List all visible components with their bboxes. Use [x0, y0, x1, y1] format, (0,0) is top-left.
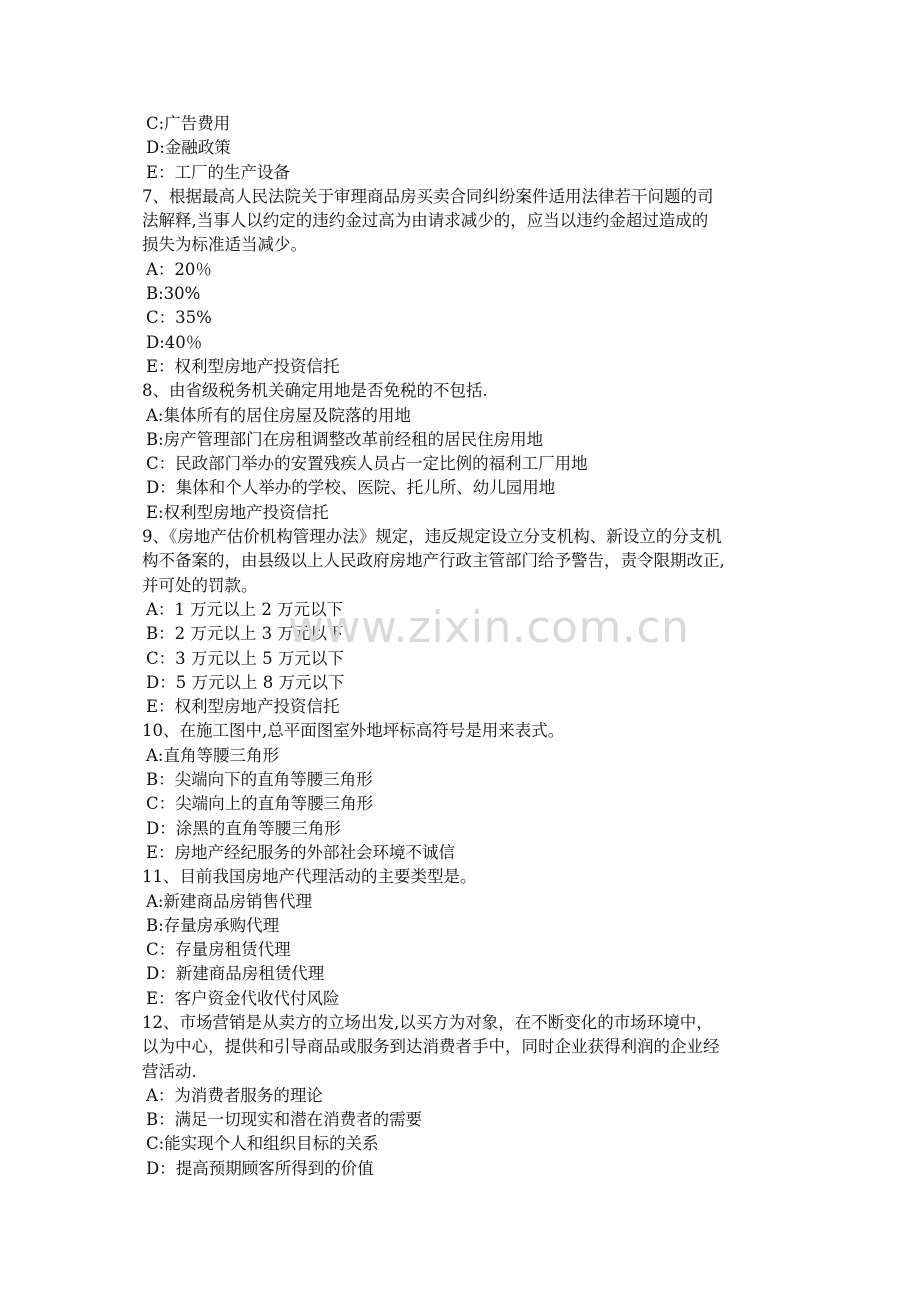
answer-option: C:能实现个人和组织目标的关系 — [146, 1134, 379, 1154]
answer-option: C:广告费用 — [146, 114, 231, 133]
question-text: 构不备案的，由县级以上人民政府房地产行政主管部门给予警告，责令限期改正, — [142, 551, 725, 571]
answer-option: D：提高预期顾客所得到的价值 — [146, 1158, 374, 1178]
question-text: 8、由省级税务机关确定用地是否免税的不包括. — [142, 381, 488, 401]
answer-option: E:权利型房地产投资信托 — [146, 502, 329, 522]
watermark: www.zixin.com.cn — [288, 602, 690, 653]
question-text: 7、根据最高人民法院关于审理商品房买卖合同纠纷案件适用法律若干问题的司 — [142, 186, 714, 206]
question-text: 12、市场营销是从卖方的立场出发,以买方为对象，在不断变化的市场环境中， — [142, 1012, 713, 1032]
question-text: 损失为标准适当减少。 — [142, 235, 307, 255]
question-text: 以为中心，提供和引导商品或服务到达消费者手中，同时企业获得利润的企业经 — [142, 1037, 720, 1057]
answer-option: B：满足一切现实和潜在消费者的需要 — [146, 1110, 423, 1130]
answer-option: E：工厂的生产设备 — [146, 162, 291, 182]
answer-option: E：客户资金代收代付风险 — [146, 988, 340, 1008]
question-text: 营活动. — [142, 1061, 197, 1081]
answer-option: B：2 万元以上 3 万元以下 — [146, 624, 344, 644]
answer-option: E：权利型房地产投资信托 — [146, 356, 340, 376]
question-text: 9、《房地产估价机构管理办法》规定，违反规定设立分支机构、新设立的分支机 — [142, 527, 722, 547]
answer-option: D：新建商品房租赁代理 — [146, 964, 325, 984]
answer-option: C：35% — [146, 308, 212, 328]
answer-option: B:房产管理部门在房租调整改革前经租的居民住房用地 — [146, 429, 544, 449]
answer-option: C：尖端向上的直角等腰三角形 — [146, 794, 374, 814]
answer-option: D:金融政策 — [146, 138, 231, 158]
answer-option: A：1 万元以上 2 万元以下 — [146, 599, 344, 619]
question-text: 并可处的罚款。 — [142, 575, 258, 595]
question-text: 10、在施工图中,总平面图室外地坪标高符号是用来表式。 — [142, 721, 565, 741]
answer-option: D:40％ — [146, 332, 203, 352]
answer-option: D：涂黑的直角等腰三角形 — [146, 818, 341, 838]
answer-option: B：尖端向下的直角等腰三角形 — [146, 770, 373, 790]
question-text: 11、目前我国房地产代理活动的主要类型是。 — [142, 867, 477, 887]
answer-option: D：5 万元以上 8 万元以下 — [146, 672, 345, 692]
answer-option: C：民政部门举办的安置残疾人员占一定比例的福利工厂用地 — [146, 454, 588, 474]
answer-option: E：权利型房地产投资信托 — [146, 697, 340, 717]
question-text: 法解释,当事人以约定的违约金过高为由请求减少的，应当以违约金超过造成的 — [142, 211, 709, 231]
answer-option: A：为消费者服务的理论 — [146, 1085, 323, 1105]
answer-option: A:集体所有的居住房屋及院落的用地 — [146, 405, 411, 425]
answer-option: C：3 万元以上 5 万元以下 — [146, 648, 344, 668]
answer-option: A:直角等腰三角形 — [146, 745, 279, 765]
answer-option: A：20％ — [146, 259, 212, 279]
answer-option: D：集体和个人举办的学校、医院、托儿所、幼儿园用地 — [146, 478, 556, 498]
answer-option: B:存量房承购代理 — [146, 915, 280, 935]
answer-option: E：房地产经纪服务的外部社会环境不诚信 — [146, 842, 456, 862]
answer-option: B:30% — [146, 284, 201, 304]
answer-option: A:新建商品房销售代理 — [146, 891, 312, 911]
answer-option: C：存量房租赁代理 — [146, 940, 291, 960]
